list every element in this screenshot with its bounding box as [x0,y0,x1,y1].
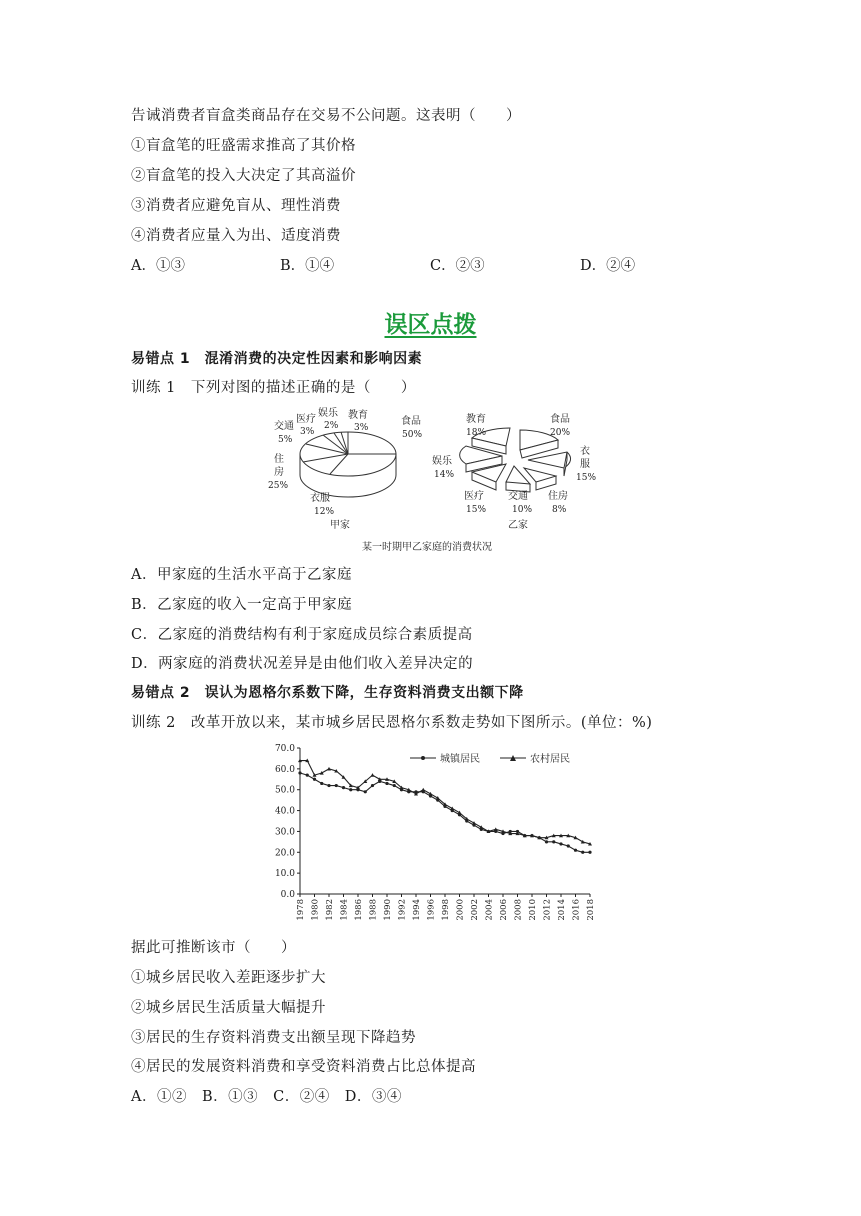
q-stem: 告诫消费者盲盒类商品存在交易不公问题。这表明（ ） [131,108,521,124]
x-tick-label: 1978 [296,899,306,921]
urban-point [581,851,584,854]
y-tick-label: 70.0 [274,744,295,754]
section-title: 误区点拨 [384,312,477,338]
train1-option-a: A．甲家庭的生活水平高于乙家庭 [131,567,352,583]
train1-option-b: B．乙家庭的收入一定高于甲家庭 [131,597,353,613]
urban-point [552,840,555,843]
pie-b-edu: 教育 [466,414,486,425]
pie-a-fun-value: 2% [324,421,339,431]
y-tick-label: 30.0 [274,827,295,838]
pie-a-family: 甲家 [330,520,350,531]
train2-item-4: ④居民的发展资料消费和享受资料消费占比总体提高 [131,1059,476,1075]
y-tick-label: 0.0 [280,890,295,900]
urban-point [327,784,330,787]
urban-point [313,778,316,781]
y-tick-label: 60.0 [274,764,295,775]
pie-a-house-1: 住 [274,454,284,465]
pie-a-trans-value: 5% [278,435,293,445]
pie-a-cloth: 衣服 [310,493,330,504]
rural-point [494,827,498,831]
pie-b-house-value: 8% [552,505,567,515]
pie-a [300,432,396,497]
x-tick-label: 2014 [557,899,567,921]
urban-point [559,842,562,845]
y-tick-label: 20.0 [274,848,295,859]
pie-b-cloth-value: 15% [576,473,597,483]
urban-point [335,784,338,787]
x-tick-label: 1986 [354,899,364,921]
train2-after: 据此可推断该市（ ） [131,940,296,956]
q-item-3: ③消费者应避免盲从、理性消费 [131,198,341,214]
x-tick-label: 1994 [412,899,422,921]
pie-a-med-value: 3% [300,427,315,437]
pie-a-trans: 交通 [274,421,294,432]
x-tick-label: 2018 [586,899,596,921]
pie-b-fun: 娱乐 [432,456,452,467]
train1-option-d: D．两家庭的消费状况差异是由他们收入差异决定的 [131,656,474,672]
train2-stem: 训练 2 改革开放以来，某市城乡居民恩格尔系数走势如下图所示。(单位：%) [131,715,653,731]
y-tick-label: 40.0 [274,806,295,817]
urban-point [385,782,388,785]
series-rural-line [300,761,590,844]
pie-a-house-value: 25% [268,481,289,491]
point2-title: 易错点 2 误认为恩格尔系数下降，生存资料消费支出额下降 [131,685,524,701]
pie-b-trans-value: 10% [512,505,533,515]
pie-b-cloth-1: 衣 [580,446,590,457]
pie-b-fun-value: 14% [434,470,455,480]
engel-line-chart [260,738,610,928]
urban-point [393,784,396,787]
urban-point [320,782,323,785]
x-tick-label: 1982 [325,899,335,921]
pie-a-edu: 教育 [348,410,368,421]
legend-rural: 农村居民 [530,754,570,765]
urban-point [545,840,548,843]
x-tick-label: 1998 [441,899,451,921]
legend-urban: 城镇居民 [440,754,480,765]
x-tick-label: 2000 [455,899,466,921]
x-tick-label: 2006 [499,899,509,921]
pie-b-cloth-2: 服 [580,459,590,470]
pie-a-med: 医疗 [296,414,316,425]
x-tick-label: 2002 [470,899,480,921]
x-tick-label: 2004 [484,899,495,921]
urban-point [306,774,309,777]
pie-b-edu-value: 18% [466,428,487,438]
x-tick-label: 1992 [397,899,408,921]
pie-caption: 某一时期甲乙家庭的消费状况 [362,542,492,553]
x-tick-label: 1980 [310,899,321,921]
point1-title: 易错点 1 混淆消费的决定性因素和影响因素 [131,351,423,367]
train2-item-2: ②城乡居民生活质量大幅提升 [131,1000,326,1016]
pie-a-house-2: 房 [274,467,284,478]
pie-b-trans: 交通 [508,491,528,502]
q-item-4: ④消费者应量入为出、适度消费 [131,228,341,244]
x-tick-label: 1984 [339,899,350,921]
pie-a-food-value: 50% [402,430,423,440]
pie-a-food: 食品 [401,416,421,427]
option-a: A．①③ [131,258,185,274]
pie-a-edu-value: 3% [354,423,369,433]
pie-b-house: 住房 [548,491,568,502]
pie-b-med: 医疗 [464,491,484,502]
train2-item-1: ①城乡居民收入差距逐步扩大 [131,970,326,986]
option-c: C．②③ [430,258,485,274]
urban-point [574,849,577,852]
urban-point [567,844,570,847]
rural-point [371,773,375,777]
x-tick-label: 2008 [513,899,524,921]
urban-point [371,784,374,787]
y-tick-label: 50.0 [274,785,295,796]
pie-b-food: 食品 [550,414,570,425]
train2-options: A．①② B．①③ C．②④ D．③④ [131,1089,402,1105]
rural-point [327,767,331,771]
x-tick-label: 2010 [528,899,538,921]
train2-item-3: ③居民的生存资料消费支出额呈现下降趋势 [131,1030,416,1046]
pie-figure [260,402,610,557]
x-tick-label: 2012 [542,899,553,921]
urban-point [349,788,352,791]
y-tick-label: 10.0 [274,869,295,880]
x-tick-label: 1996 [426,899,437,921]
option-d: D．②④ [580,258,636,274]
rural-point [421,788,425,792]
x-tick-label: 1990 [383,899,393,921]
urban-point [298,771,301,774]
train1-option-c: C．乙家庭的消费结构有利于家庭成员综合素质提高 [131,627,473,643]
q-item-1: ①盲盒笔的旺盛需求推高了其价格 [131,138,356,154]
chart-legend [410,752,570,765]
urban-point [342,786,345,789]
pie-b-food-value: 20% [550,428,571,438]
pie-b-med-value: 15% [466,505,487,515]
urban-point [364,790,367,793]
q-item-2: ②盲盒笔的投入大决定了其高溢价 [131,168,356,184]
pie-a-cloth-value: 12% [314,507,335,517]
pie-a-fun: 娱乐 [318,408,338,419]
train1-stem: 训练 1 下列对图的描述正确的是（ ） [131,380,416,396]
pie-b-family: 乙家 [508,520,528,531]
x-tick-label: 1988 [368,899,379,921]
option-b: B．①④ [280,258,335,274]
x-tick-label: 2016 [571,899,582,921]
urban-point [588,851,591,854]
